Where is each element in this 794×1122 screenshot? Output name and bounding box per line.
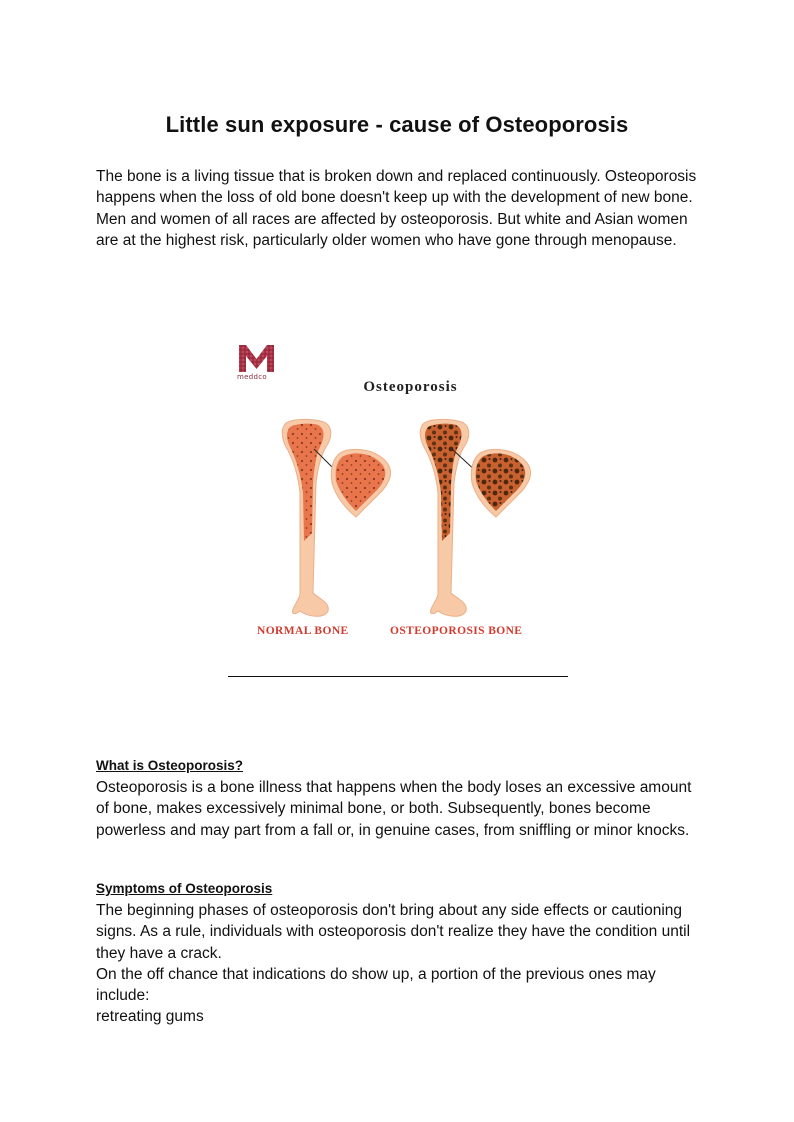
section-paragraph: The beginning phases of osteoporosis don't bring about any side effects or cautioning signs. As a rule, individuals with osteoporosis don't realize they have the condition until they have a crack.: [96, 902, 691, 962]
section-paragraph: Osteoporosis is a bone illness that happens when the body loses an excessive amount of bone, makes excessively minimal bone, or both. Subsequently, bones become powerless and may part from a fall or, in genuine cases, from sniffling or minor knocks.: [96, 779, 692, 839]
section-paragraph: On the off chance that indications do show up, a portion of the previous ones may include:: [96, 965, 656, 1005]
divider-line: [228, 676, 568, 677]
figure-title: Osteoporosis: [363, 379, 458, 395]
osteoporosis-bone-icon: [420, 419, 530, 616]
intro-paragraph-1: The bone is a living tissue that is broken down and replaced continuously. Osteoporosis happens when the loss of old bone doesn't keep up with the development of new bone.: [96, 168, 697, 207]
section-body-what-is: [96, 777, 706, 841]
intro-paragraph-2: Men and women of all races are affected by osteoporosis. But white and Asian women are at the highest risk, particularly older women who have gone through menopause.: [96, 210, 688, 249]
normal-bone-icon: [282, 419, 390, 616]
logo-text: meddco: [237, 373, 267, 381]
bone-illustration: [228, 413, 568, 623]
section-body-symptoms: [96, 900, 706, 1028]
osteoporosis-figure: [228, 335, 568, 645]
section-heading-symptoms: Symptoms of Osteoporosis: [96, 881, 273, 896]
caption-osteoporosis-bone: OSTEOPOROSIS BONE: [390, 625, 523, 637]
meddco-logo-icon: [238, 343, 275, 373]
caption-normal-bone: NORMAL BONE: [257, 625, 349, 637]
intro-text: [96, 166, 706, 251]
section-heading-what-is: What is Osteoporosis?: [96, 758, 244, 773]
section-paragraph: retreating gums: [96, 1008, 204, 1026]
page-title: Little sun exposure - cause of Osteoporosis: [165, 111, 629, 137]
